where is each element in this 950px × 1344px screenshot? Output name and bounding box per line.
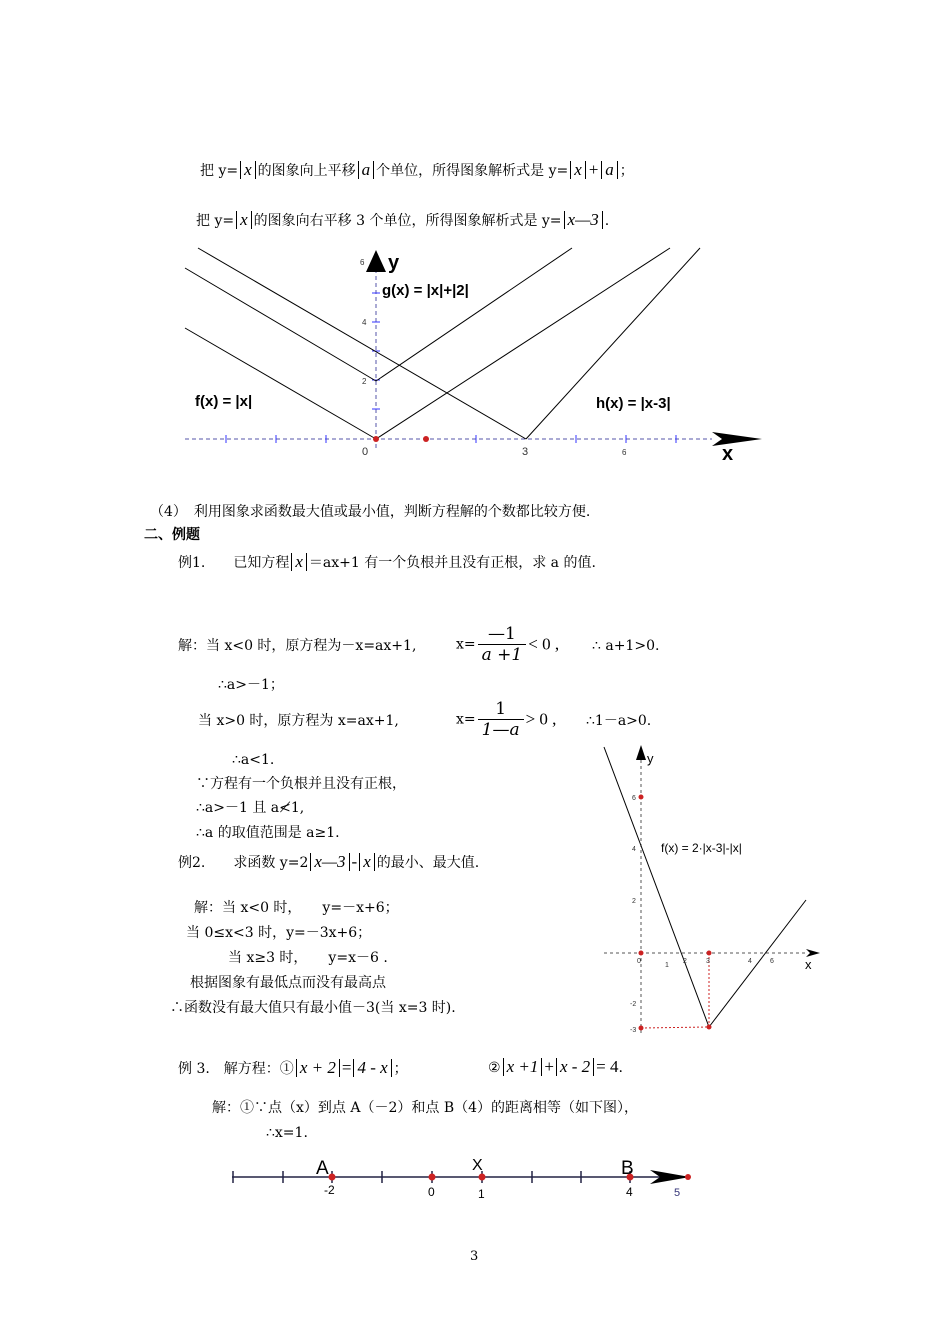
ex3-sol-2: ∴x=1. xyxy=(266,1125,308,1141)
abs-x-minus-3: x—3 xyxy=(310,853,349,871)
text: ② xyxy=(488,1060,501,1076)
ex2-sol-1: 解：当 x<0 时， y=－x+6； xyxy=(194,900,399,916)
ex1-sol-7: ∴a 的取值范围是 a≥1. xyxy=(196,825,340,841)
text: 的图象向右平移 3 个单位，所得图象解析式是 y= xyxy=(253,213,562,229)
ex2-sol-3: 当 x≥3 时， y=x－6 . xyxy=(228,950,388,966)
text: ＝ax+1 有一个负根并且没有正根，求 a 的值. xyxy=(308,555,596,571)
tick-label: -2 xyxy=(630,1001,637,1008)
tick-label: 0 xyxy=(428,1185,435,1199)
point-x xyxy=(479,1174,486,1181)
point xyxy=(707,951,712,956)
abs-x: x xyxy=(359,853,375,871)
equals: = xyxy=(341,1058,352,1077)
graph-ex2 xyxy=(604,745,820,1036)
ex1-sol-5: ∵方程有一个负根并且没有正根， xyxy=(196,776,406,792)
tick-label: 4 xyxy=(632,846,636,853)
tick-label: 6 xyxy=(622,448,627,457)
y-label: y xyxy=(388,252,400,274)
relation: > 0 , xyxy=(525,709,557,729)
tick-label: 6 xyxy=(770,958,774,965)
ex1-statement xyxy=(178,553,596,573)
tick-label: 2 xyxy=(683,958,687,965)
tick-label: 4 xyxy=(362,318,367,327)
ex3-sol-1: 解：①∵点（x）到点 A（－2）和点 B（4）的距离相等（如下图）， xyxy=(212,1100,639,1116)
text: 把 y= xyxy=(196,213,235,229)
section-heading: 二、例题 xyxy=(144,527,200,543)
ex2-statement xyxy=(178,852,479,873)
plus: + xyxy=(587,160,600,179)
text: 例1. 已知方程 xyxy=(178,555,290,571)
tick-label: 3 xyxy=(522,446,529,458)
g-line-right xyxy=(376,248,572,381)
text: . xyxy=(604,213,610,229)
abs-a: a xyxy=(358,161,375,179)
f-label: f(x) = |x| xyxy=(195,393,253,410)
tick-label: 1 xyxy=(478,1187,485,1201)
plus: + xyxy=(544,1057,554,1076)
text: . xyxy=(618,1060,623,1076)
x-arrow-icon xyxy=(712,432,762,446)
ex1-sol-3-c: ∴1－a>0. xyxy=(586,713,652,729)
tick-label: 3 xyxy=(706,958,710,965)
ex3-statement xyxy=(178,1058,408,1079)
fraction xyxy=(478,699,524,740)
page-number: 3 xyxy=(470,1249,479,1264)
ex1-sol-1: 解：当 x<0 时，原方程为－x=ax+1, xyxy=(178,638,417,654)
curve-segment xyxy=(709,900,806,1027)
label-b: B xyxy=(621,1158,634,1179)
abs-x: x xyxy=(291,553,307,571)
text: 的图象向上平移 xyxy=(257,163,356,179)
ex2-sol-4: 根据图象有最低点而没有最高点 xyxy=(190,975,386,991)
relation: < 0 , xyxy=(528,634,560,654)
text: 例 3. 解方程：① xyxy=(178,1061,294,1077)
x-arrow-icon xyxy=(806,949,820,957)
ex1-sol-3-frac xyxy=(456,699,556,740)
point xyxy=(685,1174,691,1180)
guide-line xyxy=(641,1027,709,1028)
text: 个单位，所得图象解析式是 y= xyxy=(376,163,569,179)
text: x= xyxy=(456,711,476,728)
tick-label: 6 xyxy=(632,795,636,802)
abs-x-minus-2: x - 2 xyxy=(556,1058,594,1076)
abs-a: a xyxy=(601,161,618,179)
abs-x-plus-1: x +1 xyxy=(503,1058,543,1076)
g-line-left xyxy=(185,268,376,381)
tick-label: 5 xyxy=(674,1187,681,1199)
tick-label: 2 xyxy=(632,898,636,905)
abs-x: x xyxy=(236,211,252,229)
point-4: （4） 利用图象求函数最大值或最小值，判断方程解的个数都比较方便. xyxy=(150,504,591,520)
denominator: a +1 xyxy=(481,645,523,665)
tick-label: 1 xyxy=(665,962,669,969)
text: 的最小、最大值. xyxy=(376,855,480,871)
x-label: x xyxy=(805,957,812,972)
equals-4: = 4 xyxy=(596,1057,619,1076)
minus: - xyxy=(351,852,358,871)
y-arrow-icon xyxy=(636,745,646,760)
ex1-sol-3: 当 x>0 时，原方程为 x=ax+1, xyxy=(198,713,399,729)
numerator: —1 xyxy=(478,624,527,645)
ex1-sol-6: ∴a>－1 且 a≮1, xyxy=(196,800,305,816)
label-x: X xyxy=(472,1157,483,1174)
origin-point xyxy=(373,436,379,442)
ex1-sol-1-c: ∴ a+1>0. xyxy=(592,638,660,654)
ex1-sol-4: ∴a<1. xyxy=(232,752,275,768)
numerator: 1 xyxy=(478,699,524,720)
ex3-statement-2 xyxy=(488,1052,623,1078)
abs-4-minus-x: 4 - x xyxy=(353,1059,391,1077)
ex1-sol-2: ∴a>－1； xyxy=(218,677,284,693)
tick-label: -3 xyxy=(630,1027,637,1034)
x-label: x xyxy=(722,443,734,465)
number-line xyxy=(232,1157,691,1201)
h-label: h(x) = |x-3| xyxy=(596,395,671,412)
point xyxy=(707,1025,712,1030)
curve-segment xyxy=(604,747,709,1027)
fraction xyxy=(478,624,527,665)
ex2-sol-2: 当 0≤x<3 时，y=－3x+6； xyxy=(186,925,372,941)
abs-x-minus-3: x—3 xyxy=(564,211,603,229)
label-a: A xyxy=(316,1158,329,1179)
ex1-sol-1-frac xyxy=(456,624,559,665)
abs-x: x xyxy=(240,161,256,179)
text: x= xyxy=(456,636,476,653)
f-label: f(x) = 2·|x-3|-|x| xyxy=(661,841,742,855)
point-a xyxy=(329,1174,336,1181)
text: 例2. 求函数 y=2 xyxy=(178,855,309,871)
text: ； xyxy=(619,163,634,179)
g-label: g(x) = |x|+|2| xyxy=(382,282,469,299)
point xyxy=(639,795,644,800)
tick-label: 0 xyxy=(637,958,641,965)
point xyxy=(639,951,644,956)
y-label: y xyxy=(647,751,654,766)
tick-label: 2 xyxy=(362,377,367,386)
tick-label: 0 xyxy=(362,446,369,458)
text: ； xyxy=(393,1061,408,1077)
point-zero xyxy=(429,1174,436,1181)
tick-label: 4 xyxy=(748,958,752,965)
f-line-left xyxy=(185,328,376,439)
denominator: 1—a xyxy=(481,720,520,740)
y-arrow-icon xyxy=(366,250,386,272)
point xyxy=(423,436,429,442)
point xyxy=(639,1026,644,1031)
h-line-left xyxy=(198,248,526,439)
ex2-sol-5: ∴函数没有最大值只有最小值－3(当 x=3 时). xyxy=(170,1000,456,1016)
text: 把 y= xyxy=(200,163,239,179)
tick-label: 4 xyxy=(626,1185,633,1199)
abs-x: x xyxy=(570,161,586,179)
tick-label: 6 xyxy=(360,258,365,267)
tick-label: -2 xyxy=(324,1183,335,1197)
abs-x-plus-2: x + 2 xyxy=(296,1059,340,1077)
